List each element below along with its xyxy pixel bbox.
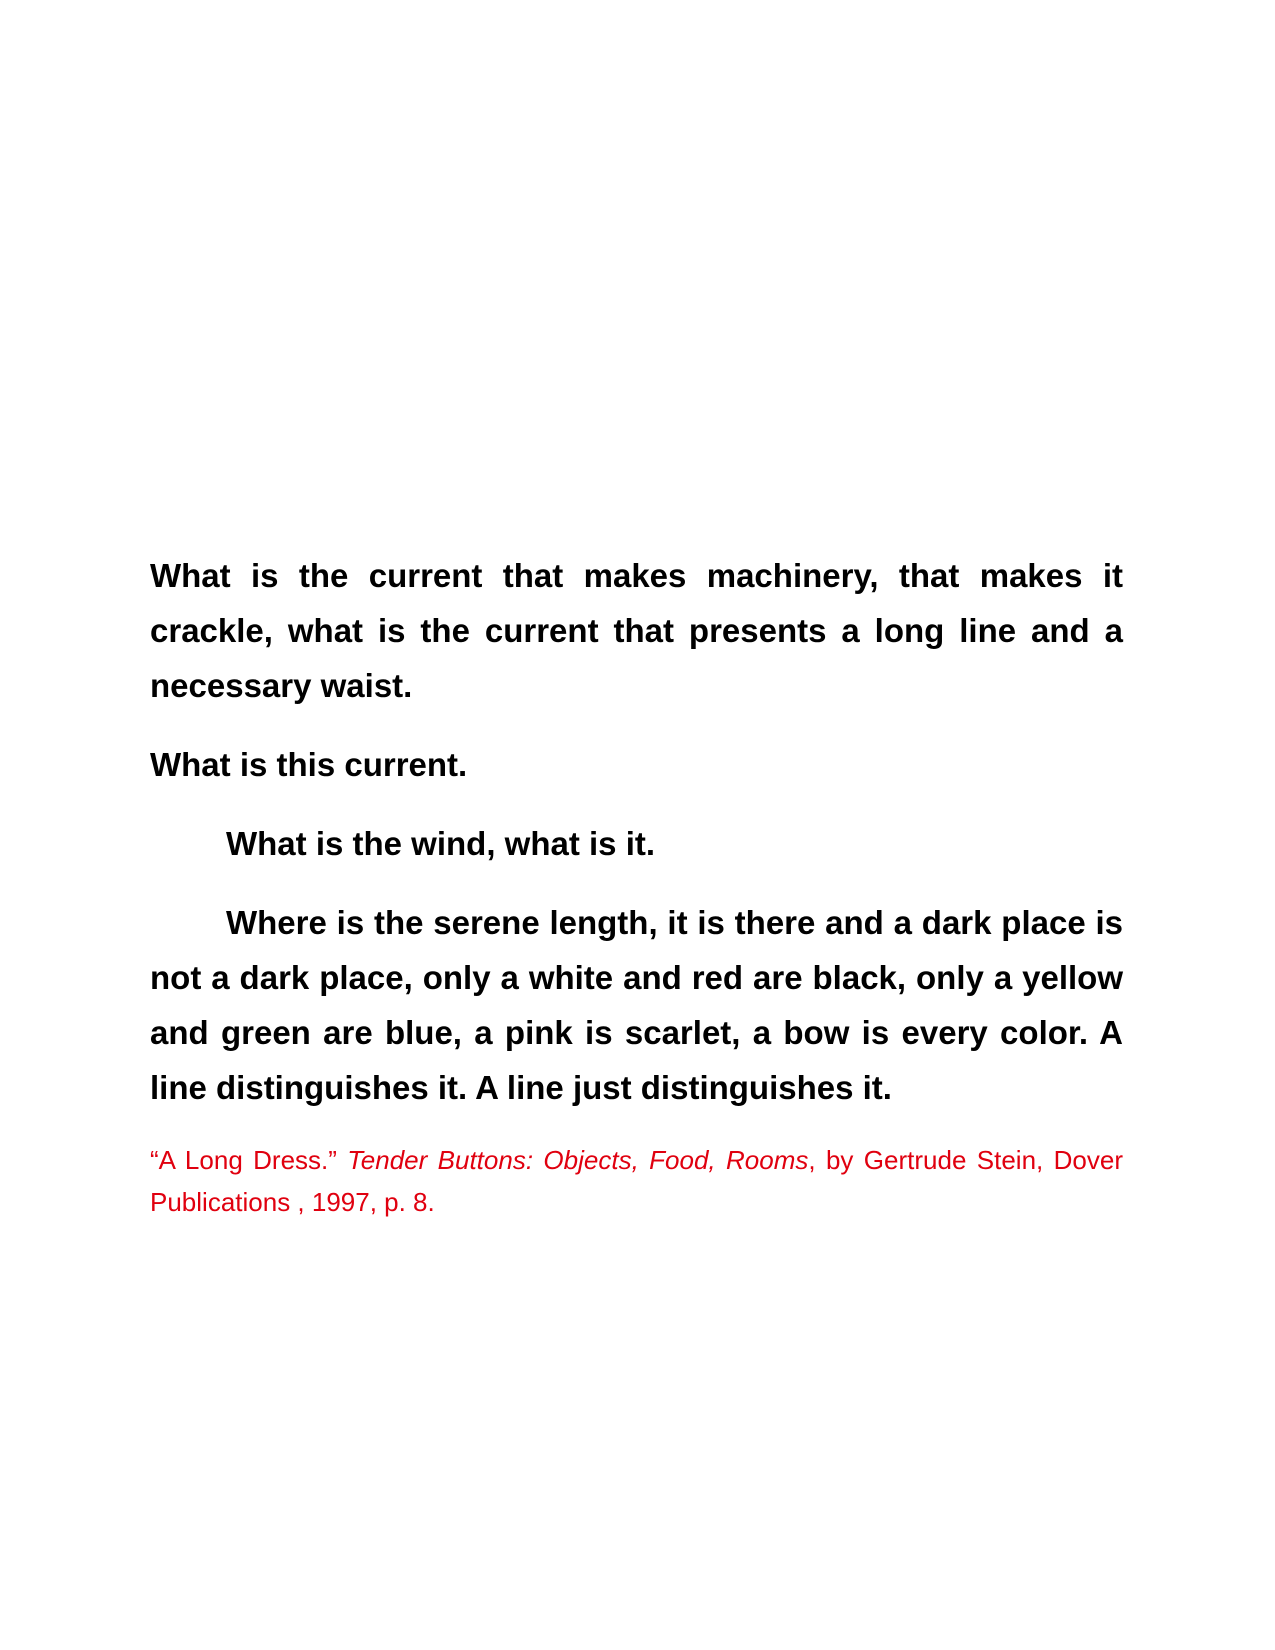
poem-stanza: What is the wind, what is it. bbox=[226, 825, 656, 862]
poem-stanza: What is this current. bbox=[150, 746, 468, 783]
poem-body bbox=[150, 548, 1123, 1115]
poem-stanza: Where is the serene length, it is there and a dark place is not a dark place, only a white and red are black, only a yellow and green are blue, a pink is scarlet, a bow is every color. A line distinguishes it. A line just distinguishes it. bbox=[150, 904, 1123, 1106]
citation-publication-info: , by Gertrude Stein, Dover Publications , 1997, p. 8. bbox=[150, 1145, 1123, 1217]
citation-book-title: Tender Buttons: Objects, Food, Rooms bbox=[347, 1145, 809, 1175]
document-page bbox=[150, 548, 1123, 1223]
citation bbox=[150, 1139, 1123, 1223]
poem-stanza: What is the current that makes machinery, that makes it crackle, what is the current that presents a long line and a necessary waist. bbox=[150, 557, 1123, 704]
citation-title: “A Long Dress.” bbox=[150, 1145, 348, 1175]
